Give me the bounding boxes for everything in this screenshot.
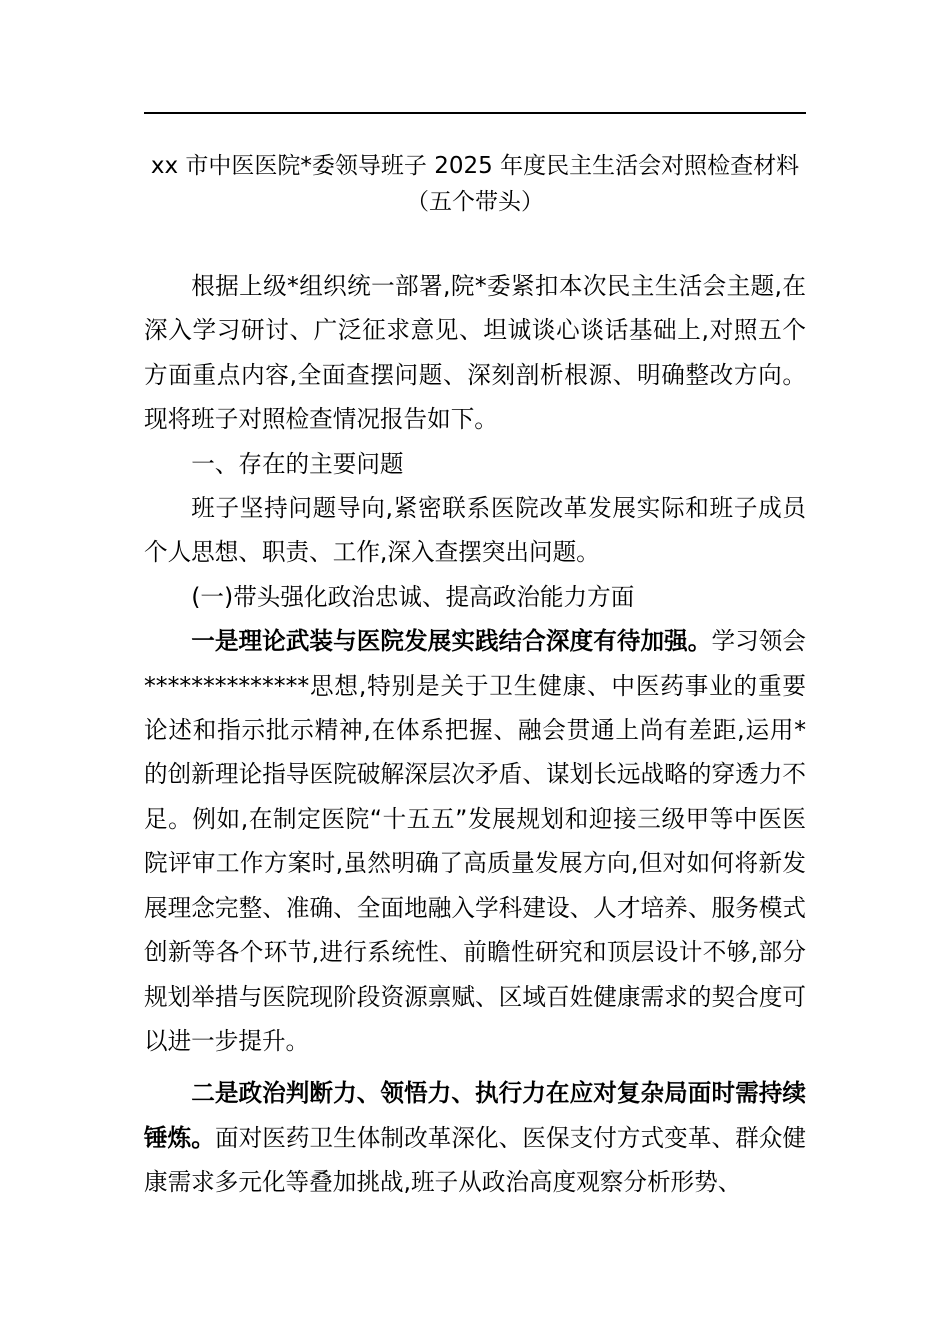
point-one-body: 学习领会**************思想,特别是关于卫生健康、中医药事业的重要论述和指示批示精神,在体系把握、融会贯通上尚有差距,运用*的创新理论指导医院破解深层次矛盾、谋划长远战略的穿透力不足。例如,在制定医院“十五五”发展规划和迎接三级甲等中医医院评审工作方案时,虽然明确了高质量发展方向,但对如何将新发展理念完整、准确、全面地融入学科建设、人才培养、服务模式创新等各个环节,进行系统性、前瞻性研究和顶层设计不够,部分规划举措与医院现阶段资源禀赋、区域百姓健康需求的契合度可以进一步提升。 — [144, 627, 807, 1055]
section-one-heading: 一、存在的主要问题 — [191, 449, 404, 478]
subsection-one-heading: (一)带头强化政治忠诚、提高政治能力方面 — [191, 582, 635, 611]
point-one-lead: 一是理论武装与医院发展实践结合深度有待加强。 — [191, 627, 712, 656]
document-body — [144, 148, 806, 1205]
document-title: xx 市中医医院*委领导班子 2025 年度民主生活会对照检查材料 — [150, 153, 800, 179]
section-one-intro: 班子坚持问题导向,紧密联系医院改革发展实际和班子成员个人思想、职责、工作,深入查摆突出问题。 — [144, 494, 806, 567]
point-two-paragraph — [144, 1071, 806, 1204]
point-two-body: 面对医药卫生体制改革深化、医保支付方式变革、群众健康需求多元化等叠加挑战,班子从政治高度观察分析形势、 — [144, 1123, 807, 1197]
header-rule — [144, 112, 806, 114]
point-one-paragraph — [144, 619, 806, 1063]
point-two-lead: 二是政治判断力、领悟力、执行力在应对复杂局面时需持续锤炼。 — [144, 1079, 806, 1152]
document-subtitle: （五个带头） — [406, 189, 544, 215]
intro-paragraph: 根据上级*组织统一部署,院*委紧扣本次民主生活会主题,在深入学习研讨、广泛征求意见、坦诚谈心谈话基础上,对照五个方面重点内容,全面查摆问题、深刻剖析根源、明确整改方向。现将班子对照检查情况报告如下。 — [144, 272, 806, 434]
